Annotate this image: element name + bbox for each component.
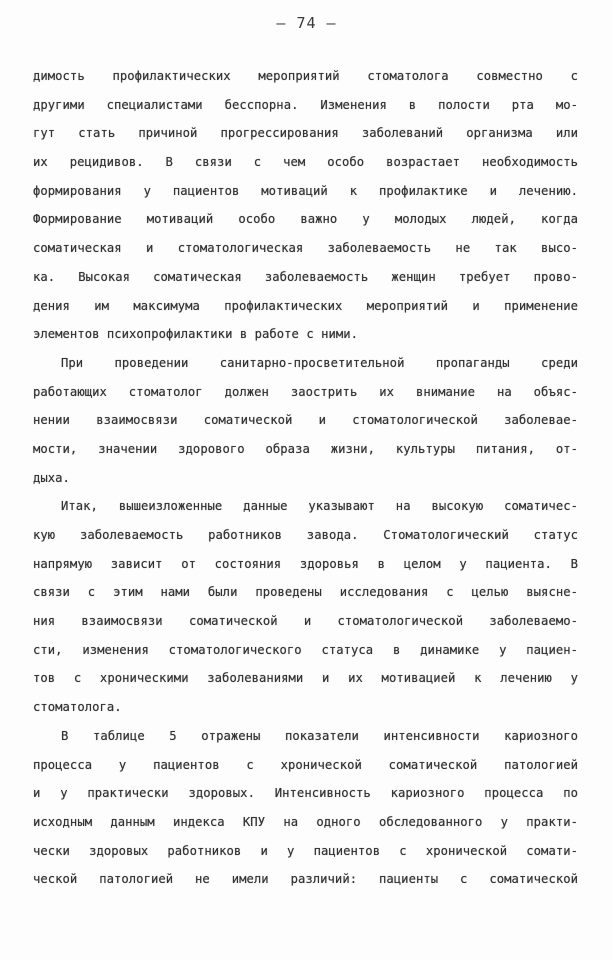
text-line: исходным данным индекса КПУ на одного обследованного у практи- <box>33 814 578 829</box>
text-line: стоматолога. <box>33 700 122 715</box>
text-line: формирования у пациентов мотиваций к профилактике и лечению. <box>33 183 578 198</box>
text-line: дыха. <box>33 470 70 485</box>
text-line: другими специалистами бесспорна. Изменения в полости рта мо- <box>33 97 578 112</box>
text-line: их рецидивов. В связи с чем особо возрастает необходимость <box>33 155 578 170</box>
text-line: кую заболеваемость работников завода. Стоматологический статус <box>33 528 578 542</box>
page-number: – 74 – <box>276 14 337 32</box>
text-line: В таблице 5 отражены показатели интенсивности кариозного <box>61 728 578 743</box>
text-line: сти, изменения стоматологического статуса в динамике у пациен- <box>33 642 578 657</box>
text-line: При проведении санитарно-просветительной пропаганды среди <box>61 355 578 370</box>
text-line: элементов психопрофилактики в работе с ними. <box>33 327 359 342</box>
text-line: Формирование мотиваций особо важно у молодых людей, когда <box>33 212 578 227</box>
text-line: процесса у пациентов с хронической соматической патологией <box>33 757 578 772</box>
text-line: работающих стоматолог должен заострить их внимание на объяс- <box>33 384 578 399</box>
text-line: соматическая и стоматологическая заболеваемость не так высо- <box>33 241 578 256</box>
text-line: гут стать причиной прогрессирования заболеваний организма или <box>33 126 578 141</box>
text-line: и у практически здоровых. Интенсивность кариозного процесса по <box>33 786 578 801</box>
text-line: нении взаимосвязи соматической и стоматологической заболевае- <box>33 413 578 428</box>
text-line: ка. Высокая соматическая заболеваемость женщин требует прово- <box>33 269 578 284</box>
text-line: напрямую зависит от состояния здоровья в целом у пациента. В <box>33 556 578 571</box>
body-text <box>33 62 578 894</box>
text-line: чески здоровых работников и у пациентов с хронической сомати- <box>33 843 578 858</box>
text-line: ческой патологией не имели различий: пациенты с соматической <box>33 872 578 887</box>
text-line: димость профилактических мероприятий стоматолога совместно с <box>33 69 578 83</box>
text-line: мости, значении здорового образа жизни, культуры питания, от- <box>33 441 578 456</box>
text-line: связи с этим нами были проведены исследования с целью выясне- <box>33 585 578 600</box>
text-line: дения им максимума профилактических мероприятий и применение <box>33 298 578 313</box>
text-line: Итак, вышеизложенные данные указывают на высокую соматичес- <box>61 499 578 514</box>
text-line: ния взаимосвязи соматической и стоматологической заболеваемо- <box>33 614 578 629</box>
text-line: тов с хроническими заболеваниями и их мотивацией к лечению у <box>33 671 578 686</box>
